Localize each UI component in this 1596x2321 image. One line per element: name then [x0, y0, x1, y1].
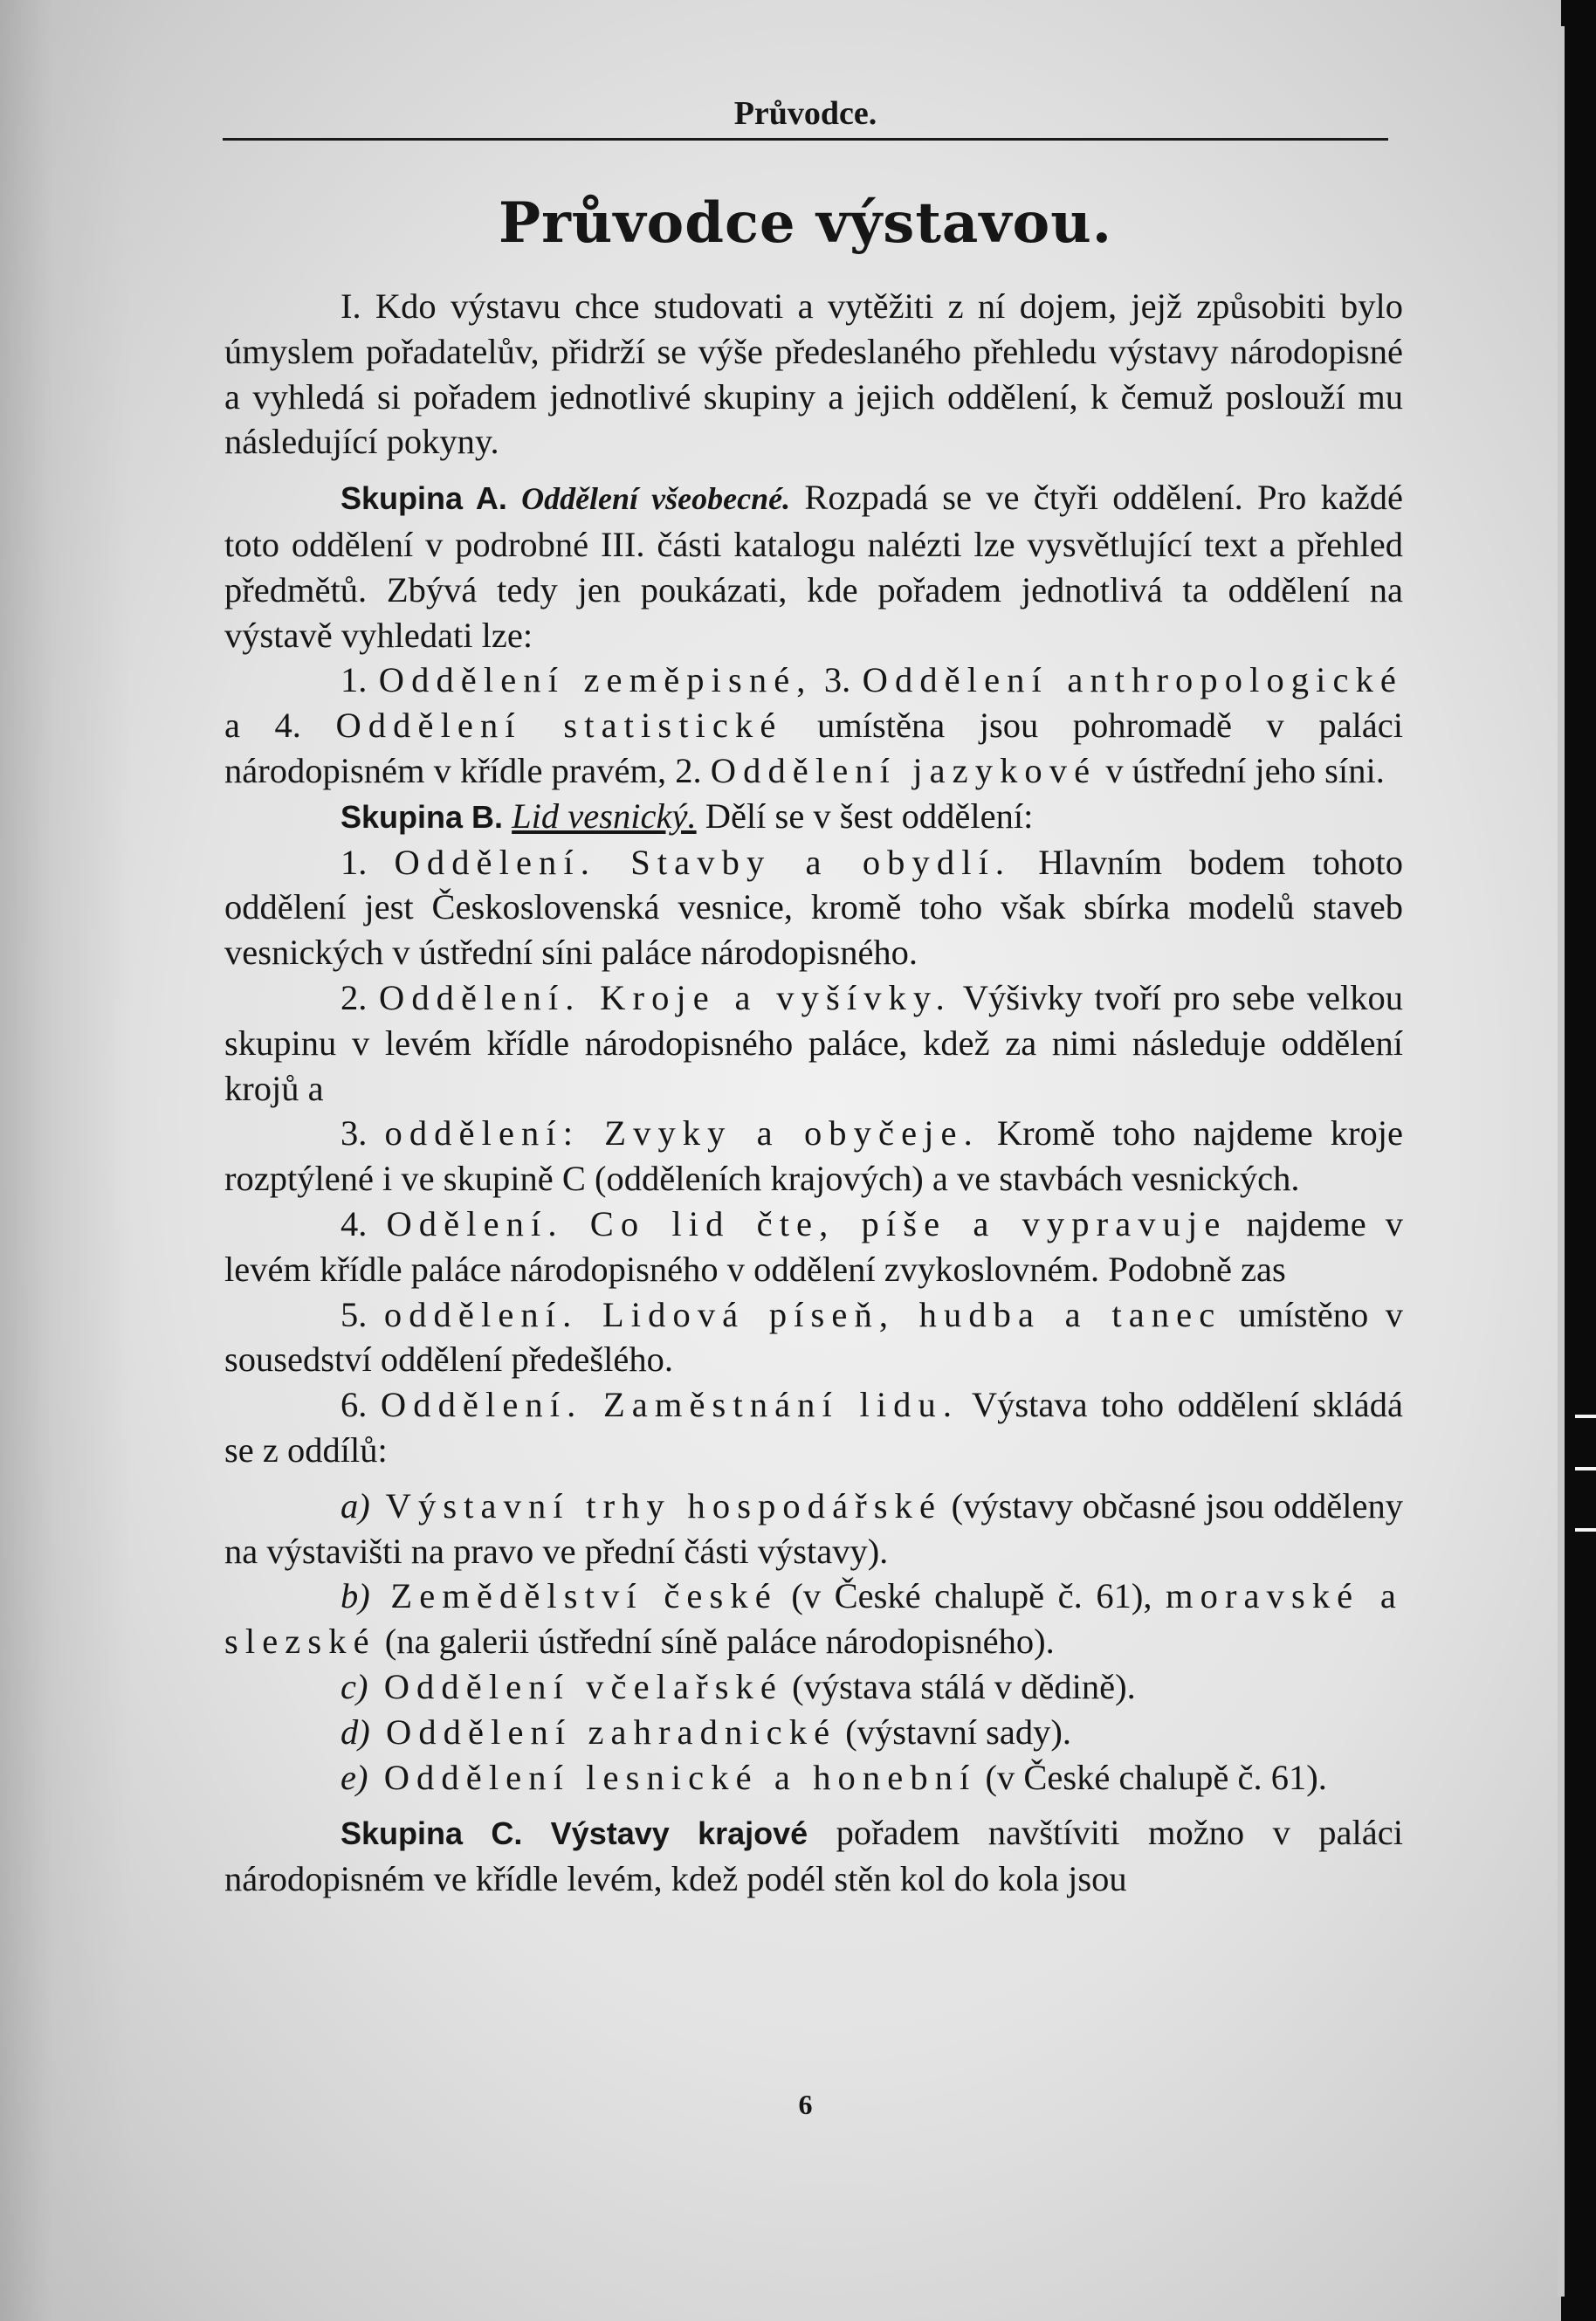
group-a-paragraph	[224, 475, 1403, 658]
header-rule	[223, 138, 1388, 141]
sub-item-heading: moravské a slezské	[224, 1576, 1403, 1662]
sub-item-heading: Oddělení zahradnické	[369, 1711, 837, 1752]
scan-mark	[1575, 1415, 1596, 1418]
body-text	[224, 284, 1403, 1902]
sub-item	[224, 1484, 1403, 1574]
group-b-paragraph	[224, 794, 1403, 840]
sub-item	[224, 1710, 1403, 1755]
list-item	[224, 1292, 1403, 1383]
sub-item-letter: b)	[341, 1576, 370, 1616]
group-b-name: Lid vesnický.	[512, 795, 697, 836]
list-item	[224, 1382, 1403, 1473]
dept-name: Oddělení anthropologické	[862, 660, 1404, 700]
item-text: Hlavním bodem tohoto oddělení jest Československá vesnice, kromě toho však sbírka modelů staveb vesnických v ústřední síni paláce národopisného.	[224, 842, 1403, 973]
sub-item-letter: c)	[341, 1666, 368, 1706]
scan-border-right	[1561, 0, 1596, 2321]
list-item	[224, 1202, 1403, 1292]
sub-item	[224, 1755, 1403, 1801]
dept-number: 1.	[341, 660, 379, 700]
item-number: 6.	[341, 1385, 381, 1425]
intro-paragraph: I. Kdo výstavu chce studovati a vytěžiti z ní dojem, jejž způsobiti bylo úmyslem pořadatelův, přidrží se výše předeslaného přehledu výstavy národopisné a vyhledá si pořadem jednotlivé skupiny a jejich oddělení, k čemuž poslouží mu následující pokyny.	[224, 286, 1403, 462]
dept-name: Oddělení jazykové	[710, 750, 1097, 790]
sub-item-text: (na galerii ústřední síně paláce národopisného).	[375, 1622, 1055, 1662]
group-b-label: Skupina B.	[341, 798, 504, 835]
item-number: 2.	[341, 977, 379, 1017]
dept-number: a 4.	[224, 706, 336, 746]
sub-item-heading: Oddělení lesnické a honební	[368, 1757, 977, 1797]
sub-item-text: (výstavní sady).	[836, 1711, 1071, 1752]
item-number: 5.	[341, 1294, 384, 1334]
scan-rule-right	[1558, 26, 1565, 2297]
sub-item-letter: a)	[341, 1485, 370, 1526]
dept-text: v ústřední jeho síni.	[1097, 750, 1385, 790]
list-item	[224, 840, 1403, 975]
group-c-label: Skupina C. Výstavy krajové	[341, 1815, 808, 1852]
item-heading: Oddělení. Kroje a vyšívky.	[378, 977, 952, 1017]
group-a-text: Rozpadá se ve čtyři oddělení. Pro každé toto oddělení v podrobné III. části katalogu nalézti lze vysvětlující text a přehled předmětů. Zbývá tedy jen poukázati, kde pořadem jednotlivá ta oddělení na výstavě vyhledati lze:	[224, 478, 1403, 655]
item-number: 4.	[341, 1203, 387, 1243]
sub-item	[224, 1664, 1403, 1710]
dept-name: Oddělení statistické	[335, 706, 783, 746]
dept-text: umístěna jsou pohromadě v paláci národopisném v křídle pravém, 2.	[224, 706, 1404, 790]
sub-item-text: (v České chalupě č. 61).	[976, 1757, 1327, 1797]
sub-item-letter: d)	[341, 1711, 370, 1752]
sub-item-heading: Výstavní trhy hospodářské	[369, 1485, 943, 1526]
item-number: 3.	[341, 1113, 385, 1154]
item-text: Kromě toho najdeme kroje rozptýlené i ve skupině C (odděleních krajových) a ve stavbách vesnických.	[224, 1113, 1404, 1199]
item-text: umístěno v sousedství oddělení předešlého.	[224, 1294, 1403, 1380]
page-title: Průvodce výstavou.	[498, 190, 1113, 256]
item-text: Výstava toho oddělení skládá se z oddílů:	[224, 1385, 1403, 1470]
item-text: Výšivky tvoří pro sebe velkou skupinu v levém křídle národopisného paláce, kdež za nimi následuje oddělení krojů a	[224, 977, 1403, 1108]
item-heading: oddělení: Zvyky a obyčeje.	[384, 1113, 980, 1154]
sub-item-letter: e)	[341, 1757, 368, 1797]
sub-item-heading: Zemědělství české	[369, 1576, 778, 1616]
list-item	[224, 1111, 1403, 1202]
item-number: 1.	[341, 842, 395, 882]
sub-item-heading: Oddělení včelařské	[368, 1666, 783, 1706]
group-c-paragraph	[224, 1810, 1403, 1902]
scan-shadow-left	[0, 0, 131, 2321]
item-text: najdeme v levém křídle paláce národopisného v oddělení zvykoslovném. Podobně zas	[224, 1203, 1403, 1289]
group-a-departments	[224, 658, 1403, 793]
sub-item-text: (výstava stálá v dědině).	[782, 1666, 1136, 1706]
dept-name: Oddělení zeměpisné,	[378, 660, 813, 700]
item-heading: Oddělení. Zaměstnání lidu.	[380, 1385, 960, 1425]
item-heading: Odělení. Co lid čte, píše a vypravuje	[386, 1203, 1228, 1243]
scan-mark	[1575, 1528, 1596, 1532]
group-a-label: Skupina A.	[341, 480, 507, 517]
group-b-text: Dělí se v šest oddělení:	[696, 795, 1034, 836]
item-heading: Oddělení. Stavby a obydlí.	[394, 842, 1012, 882]
page-number: 6	[798, 2089, 813, 2120]
group-a-name: Oddělení všeobecné.	[521, 481, 791, 517]
sub-item-text: (výstavy občasné jsou odděleny na výstavišti na pravo ve přední části výstavy).	[224, 1485, 1403, 1571]
item-heading: oddělení. Lidová píseň, hudba a tanec	[383, 1294, 1222, 1334]
list-item	[224, 975, 1403, 1111]
running-head: Průvodce.	[733, 95, 877, 132]
group-c-text: pořadem navštíviti možno v paláci národopisném ve křídle levém, kdež podél stěn kol do kola jsou	[224, 1813, 1403, 1899]
sub-item	[224, 1574, 1403, 1664]
sub-item-text: (v České chalupě č. 61),	[777, 1576, 1166, 1616]
dept-number: 3.	[812, 660, 863, 700]
scan-mark	[1575, 1467, 1596, 1470]
